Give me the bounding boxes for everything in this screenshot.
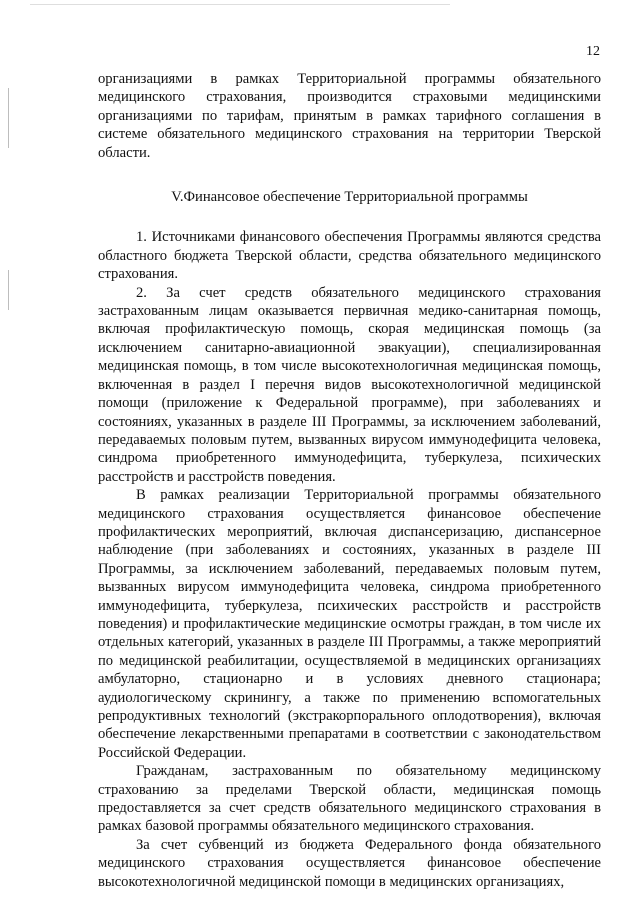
paragraph-1: 1. Источниками финансового обеспечения Программы являются средства областного бюджета Тверской области, средства обязательного медицинского страхования.: [98, 229, 601, 283]
scan-artifact-left-2: [8, 270, 9, 310]
section-heading: V.Финансовое обеспечение Территориальной программы: [171, 189, 528, 206]
paragraph-3: В рамках реализации Территориальной программы обязательного медицинского страхования осуществляется финансовое обеспечение профилактических мероприятий, включая диспансеризацию, диспансерное наблюдение (при заболеваниях и состояниях, указанных в разделе III Программы, за исключением заболеваний, передаваемых половым путем, вызванных вирусом иммунодефицита человека, синдрома приобретенного иммунодефицита, туберкулеза, психических расстройств и расстройств поведения) и профилактические медицинские осмотры граждан, в том числе их отдельных категорий, указанных в разделе III Программы, а также мероприятий по медицинской реабилитации, осуществляемой в медицинских организациях амбулаторно, стационарно и в условиях дневного стационара; аудиологическому скринингу, а также по применению вспомогательных репродуктивных технологий (экстракорпорального оплодотворения), включая обеспечение лекарственными препаратами в соответствии с законодательством Российской Федерации.: [98, 487, 601, 761]
paragraph-4: Гражданам, застрахованным по обязательному медицинскому страхованию за пределами Тверской области, медицинская помощь предоставляется за счет средств обязательного медицинского страхования в рамках базовой программы обязательного медицинского страхования.: [98, 763, 601, 835]
page-number: 12: [586, 44, 600, 59]
paragraph-5: За счет субвенций из бюджета Федерального фонда обязательного медицинского страхования осуществляется финансовое обеспечение высокотехнологичной медицинской помощи в медицинских организациях,: [98, 836, 601, 890]
scan-artifact-left-1: [8, 88, 9, 148]
scan-artifact-top: [30, 4, 450, 5]
paragraph-2: 2. За счет средств обязательного медицинского страхования застрахованным лицам оказывается первичная медико-санитарная помощь, включая профилактическую помощь, скорая медицинская помощь (за исключением санитарно-авиационной эвакуации), специализированная медицинская помощь, в том числе высокотехнологичная медицинская помощь, включенная в раздел I перечня видов высокотехнологичной медицинской помощи (приложение к Федеральной программе), при заболеваниях и состояниях, указанных в разделе III Программы, за исключением заболеваний, передаваемых половым путем, вызванных вирусом иммунодефицита человека, синдрома приобретенного иммунодефицита, туберкулеза, психических расстройств и расстройств поведения.: [98, 284, 601, 485]
intro-paragraph: организациями в рамках Территориальной программы обязательного медицинского страхования, производится страховыми медицинскими организациями по тарифам, принятым в рамках тарифного соглашения в системе обязательного медицинского страхования на территории Тверской области.: [98, 71, 601, 161]
document-body: [98, 70, 601, 891]
